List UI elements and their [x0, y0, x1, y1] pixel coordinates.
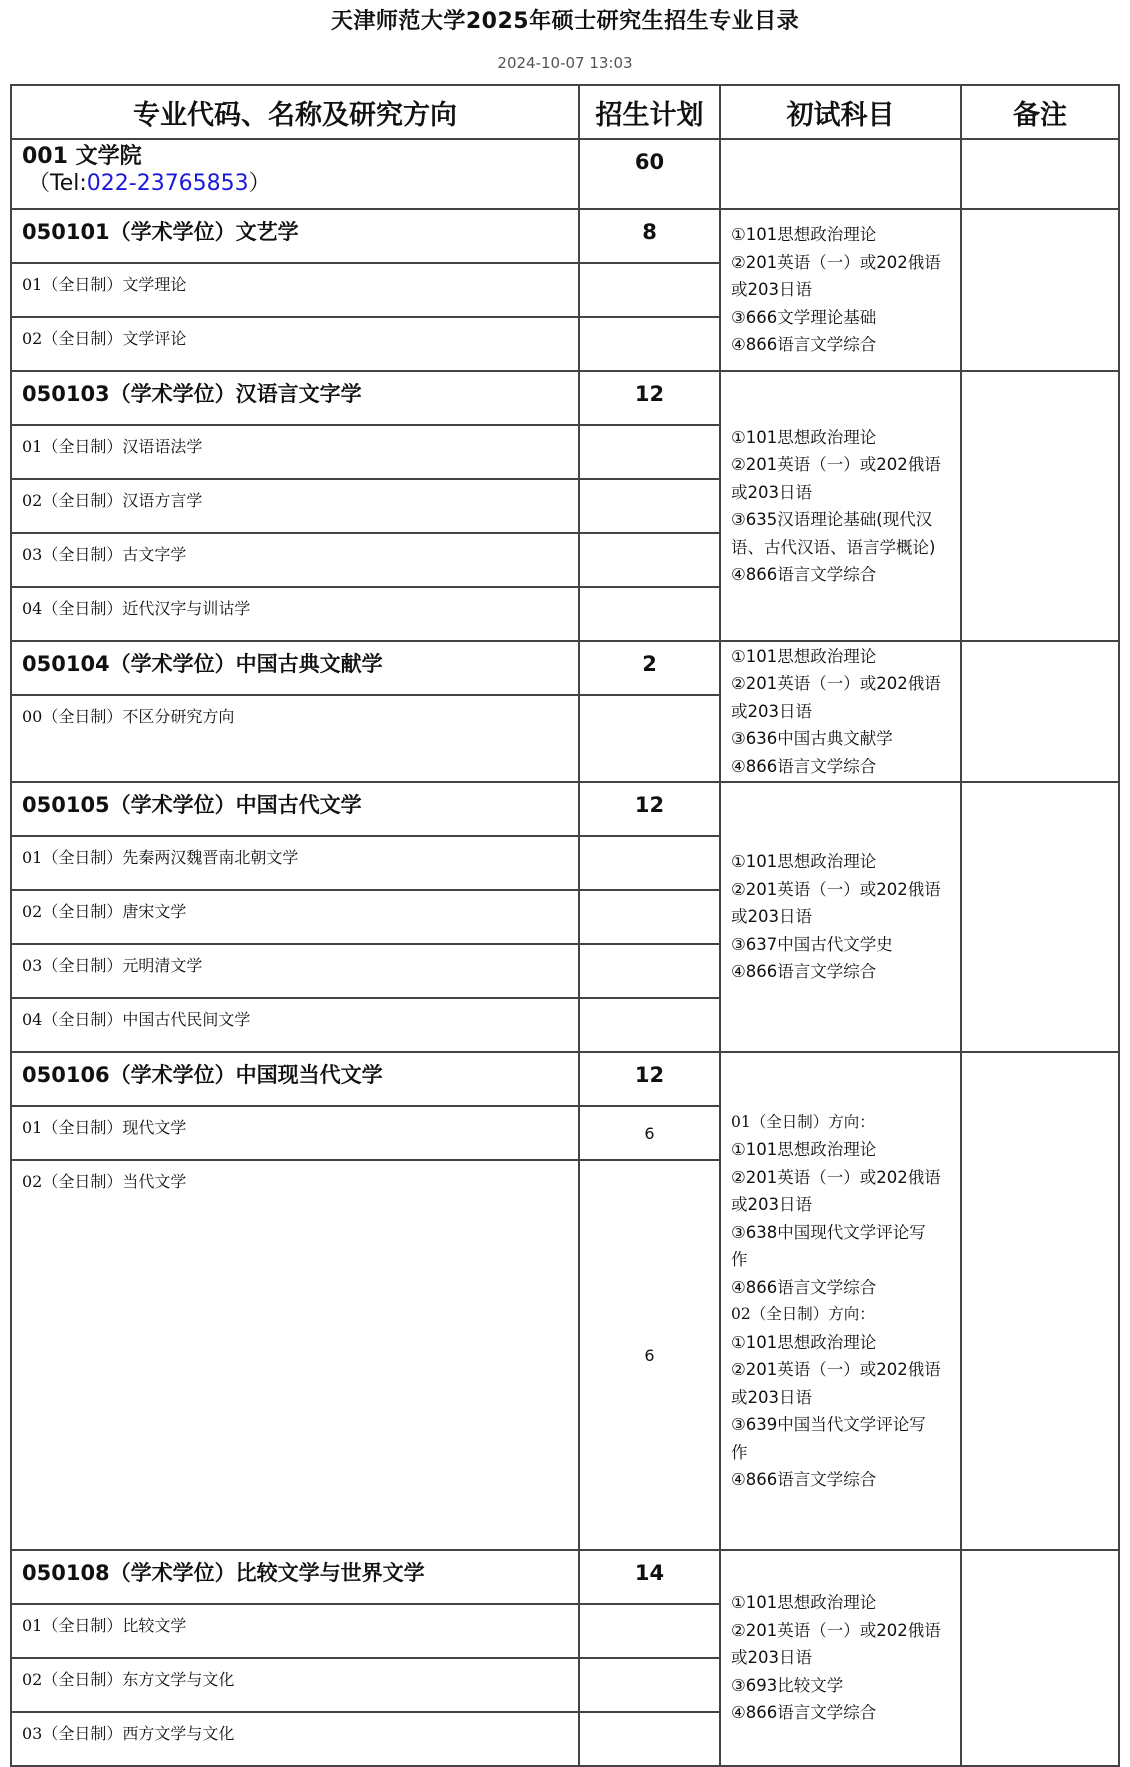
direction-plan — [579, 587, 720, 641]
exam-subjects: ①101思想政治理论 ②201英语（一）或202俄语 或203日语 ③693比较文学 ④866语言文学综合 — [720, 1550, 961, 1766]
direction-plan — [579, 263, 720, 317]
direction-name: 04（全日制）近代汉字与训诂学 — [22, 599, 251, 618]
major-row — [11, 1550, 1119, 1604]
note-cell — [961, 209, 1119, 371]
note-cell — [961, 641, 1119, 782]
direction-name: 03（全日制）元明清文学 — [22, 956, 203, 975]
college-exam — [720, 139, 961, 209]
major-name: 050108（学术学位）比较文学与世界文学 — [22, 1561, 425, 1585]
exam-subjects: ①101思想政治理论 ②201英语（一）或202俄语 或203日语 ③635汉语理论基础(现代汉 语、古代汉语、语言学概论) ④866语言文学综合 — [720, 371, 961, 641]
direction-plan — [579, 836, 720, 890]
direction-name: 02（全日制）东方文学与文化 — [22, 1670, 235, 1689]
direction-name: 02（全日制）汉语方言学 — [22, 491, 203, 510]
exam-subjects: 01（全日制）方向： ①101思想政治理论 ②201英语（一）或202俄语 或203日语 ③638中国现代文学评论写 作 ④866语言文学综合 02（全日制）方向： ①101思想政治理论 ②201英语（一）或202俄语 或203日语 ③639中国当代文学评论写 作 ④866语言文学综合 — [720, 1052, 961, 1550]
direction-plan — [579, 425, 720, 479]
direction-name: 04（全日制）中国古代民间文学 — [22, 1010, 251, 1029]
major-row — [11, 1052, 1119, 1106]
note-cell — [961, 1052, 1119, 1550]
header-exam: 初试科目 — [720, 85, 961, 139]
direction-plan — [579, 998, 720, 1052]
major-row — [11, 371, 1119, 425]
note-cell — [961, 1550, 1119, 1766]
major-plan: 12 — [634, 793, 665, 817]
direction-name: 00（全日制）不区分研究方向 — [22, 707, 235, 726]
direction-plan — [579, 1712, 720, 1766]
direction-name: 02（全日制）当代文学 — [22, 1172, 187, 1191]
college-plan: 60 — [579, 139, 720, 209]
direction-name: 01（全日制）先秦两汉魏晋南北朝文学 — [22, 848, 299, 867]
exam-subjects: ①101思想政治理论 ②201英语（一）或202俄语 或203日语 ③637中国古代文学史 ④866语言文学综合 — [720, 782, 961, 1052]
major-row — [11, 209, 1119, 263]
direction-name: 02（全日制）唐宋文学 — [22, 902, 187, 921]
note-cell — [961, 782, 1119, 1052]
direction-name: 01（全日制）现代文学 — [22, 1118, 187, 1137]
college-tel: （Tel:022-23765853） — [28, 171, 271, 196]
exam-subjects: ①101思想政治理论 ②201英语（一）或202俄语 或203日语 ③636中国古典文献学 ④866语言文学综合 — [720, 641, 961, 782]
direction-plan — [579, 695, 720, 782]
college-cell — [11, 139, 579, 209]
header-name: 专业代码、名称及研究方向 — [11, 85, 579, 139]
major-plan: 14 — [634, 1561, 665, 1585]
direction-name: 03（全日制）西方文学与文化 — [22, 1724, 235, 1743]
major-name: 050101（学术学位）文艺学 — [22, 220, 299, 244]
direction-plan: 6 — [579, 1106, 720, 1160]
header-plan: 招生计划 — [579, 85, 720, 139]
college-name: 001 文学院 — [22, 144, 142, 169]
direction-plan — [579, 890, 720, 944]
note-cell — [961, 371, 1119, 641]
exam-subjects: ①101思想政治理论 ②201英语（一）或202俄语 或203日语 ③666文学理论基础 ④866语言文学综合 — [720, 209, 961, 371]
college-row — [11, 139, 1119, 209]
direction-name: 01（全日制）汉语语法学 — [22, 437, 203, 456]
major-row — [11, 641, 1119, 695]
publish-timestamp: 2024-10-07 13:03 — [497, 54, 633, 72]
direction-name: 03（全日制）古文字学 — [22, 545, 187, 564]
tel-link[interactable]: 022-23765853 — [86, 171, 249, 196]
direction-plan — [579, 944, 720, 998]
major-name: 050106（学术学位）中国现当代文学 — [22, 1063, 383, 1087]
page-title: 天津师范大学2025年硕士研究生招生专业目录 — [330, 9, 800, 34]
direction-plan: 6 — [579, 1160, 720, 1550]
header-note: 备注 — [961, 85, 1119, 139]
major-name: 050103（学术学位）汉语言文字学 — [22, 382, 362, 406]
major-plan: 2 — [642, 652, 657, 676]
direction-plan — [579, 533, 720, 587]
catalog-table — [10, 84, 1120, 1767]
major-plan: 12 — [634, 382, 665, 406]
major-row — [11, 782, 1119, 836]
direction-plan — [579, 479, 720, 533]
direction-name: 02（全日制）文学评论 — [22, 329, 187, 348]
college-note — [961, 139, 1119, 209]
direction-name: 01（全日制）文学理论 — [22, 275, 187, 294]
major-name: 050105（学术学位）中国古代文学 — [22, 793, 362, 817]
major-plan: 8 — [642, 220, 657, 244]
major-plan: 12 — [634, 1063, 665, 1087]
major-name: 050104（学术学位）中国古典文献学 — [22, 652, 383, 676]
direction-name: 01（全日制）比较文学 — [22, 1616, 187, 1635]
direction-plan — [579, 317, 720, 371]
direction-plan — [579, 1604, 720, 1658]
direction-plan — [579, 1658, 720, 1712]
